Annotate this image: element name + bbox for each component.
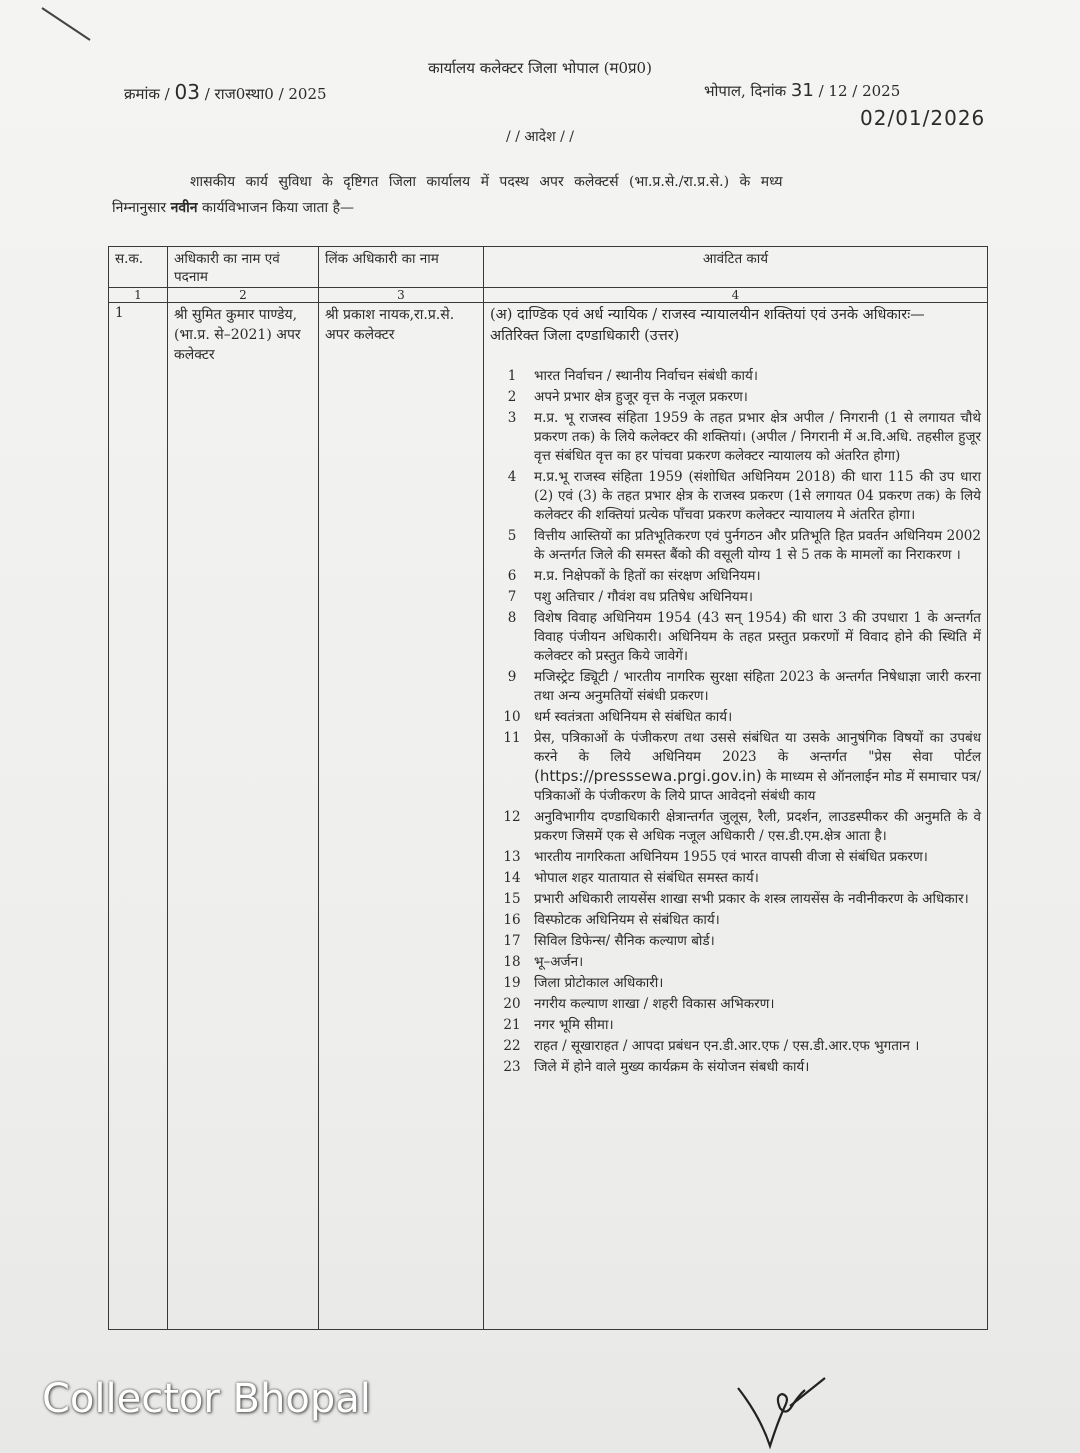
- item-number: 22: [503, 1038, 521, 1054]
- item-text: [534, 995, 981, 1014]
- ref-suffix: / राज0स्था0 / 2025: [204, 85, 327, 103]
- office-title: कार्यालय कलेक्टर जिला भोपाल (म0प्र0): [428, 59, 652, 77]
- item-text: [534, 890, 981, 909]
- item-text: [534, 953, 981, 972]
- item-number: 1: [507, 368, 517, 384]
- item-text: [534, 708, 981, 727]
- item-text: [534, 588, 981, 607]
- list-item: [490, 367, 981, 386]
- item-number: 8: [507, 610, 517, 626]
- item-number: 16: [503, 912, 521, 928]
- item-text: [534, 808, 981, 846]
- list-item: [490, 668, 981, 706]
- header-officer: अधिकारी का नाम एवं पदनाम: [168, 247, 319, 288]
- date-line: [704, 80, 900, 101]
- list-item: [490, 468, 981, 525]
- item-number: 20: [503, 996, 521, 1012]
- item-text-main: वित्तीय आस्तियों का प्रतिभूतिकरण एवं पुर्नगठन और प्रतिभूति हित प्रवर्तन अधिनियम 2002 के अन्तर्गत जिले की समस्त बैंको की वसूली योग्य 1 से 5 तक के मामलों का निराकरण ।: [534, 528, 981, 563]
- header-serial: स.क.: [109, 247, 168, 288]
- list-item: [490, 609, 981, 666]
- item-number: 21: [503, 1017, 521, 1033]
- item-text: [534, 609, 981, 666]
- item-text-main: म.प्र.भू राजस्व संहिता 1959 (संशोधित अधिनियम 2018) की धारा 115 की उप धारा (2) एवं (3) के तहत प्रभार क्षेत्र के राजस्व प्रकरण (1से लगायत 04 प्रकरण तक) के लिये कलेक्टर की शक्तियां प्रत्येक पाँचवा प्रकरण कलेक्टर न्यायालय मे अंतरित होगा।: [534, 469, 981, 523]
- list-item: [490, 708, 981, 727]
- item-text: [534, 527, 981, 565]
- item-text: [534, 848, 981, 867]
- item-number: 18: [503, 954, 521, 970]
- item-text: [534, 974, 981, 993]
- ref-number-handwritten: 03: [174, 80, 200, 104]
- intro-bold-word: नवीन: [170, 200, 198, 216]
- item-number: 3: [507, 410, 517, 426]
- list-item: [490, 974, 981, 993]
- item-text-main: प्रेस, पत्रिकाओं के पंजीकरण तथा उससे संबंधित या उसके आनुषंगिक विषयों का उपबंध करने के लिये अधिनियम 2023 के अन्तर्गत "प्रेस सेवा पोर्टल: [534, 730, 981, 765]
- item-text-main: म.प्र. भू राजस्व संहिता 1959 के तहत प्रभार क्षेत्र अपील / निगरानी (1 से लगायत चौथे प्रकरण तक) के लिये कलेक्टर की शक्तियां। (अपील / निगरानी में अ.वि.अधि. तहसील हुजूर वृत्त संबंधित वृत्त का हर पांचवा प्रकरण कलेक्टर न्यायालय को अंतरित होगा): [534, 410, 981, 464]
- item-number: 15: [503, 891, 521, 907]
- signature-mark: [730, 1376, 840, 1451]
- item-text: [534, 468, 981, 525]
- item-number: 7: [507, 589, 517, 605]
- date-label: भोपाल, दिनांक: [704, 82, 787, 100]
- item-number: 10: [503, 709, 521, 725]
- work-item-list: [490, 367, 981, 1077]
- date-printed: / 12 / 2025: [818, 82, 901, 100]
- item-text: [534, 1037, 981, 1056]
- intro-before: निम्नानुसार: [112, 200, 167, 216]
- item-number: 9: [507, 669, 517, 685]
- powers-subheading: अतिरिक्त जिला दण्डाधिकारी (उत्तर): [490, 328, 680, 344]
- order-heading: / / आदेश / /: [506, 129, 574, 145]
- item-text-main: विस्फोटक अधिनियम से संबंधित कार्य।: [534, 912, 720, 928]
- table-header-row: [109, 247, 988, 288]
- work-allocation-table: [108, 246, 988, 1330]
- item-text-main: भू–अर्जन।: [534, 954, 584, 970]
- item-text-main: प्रभारी अधिकारी लायसेंस शाखा सभी प्रकार के शस्त्र लायसेंस के नवीनीकरण के अधिकार।: [534, 891, 969, 907]
- item-number: 11: [503, 730, 521, 746]
- item-text-main: भारतीय नागरिकता अधिनियम 1955 एवं भारत वापसी वीजा से संबंधित प्रकरण।: [534, 849, 928, 865]
- item-text-main: विशेष विवाह अधिनियम 1954 (43 सन् 1954) की धारा 3 की उपधारा 1 के अन्तर्गत विवाह पंजीयन अधिकारी। अधिनियम के तहत प्रस्तुत प्रकरणों में विवाद होने की स्थिति में कलेक्टर को प्रस्तुत किये जावेगें।: [534, 610, 981, 664]
- item-text: [534, 367, 981, 386]
- item-number: 2: [507, 389, 517, 405]
- item-text-main: अनुविभागीय दण्डाधिकारी क्षेत्रान्तर्गत जुलूस, रैली, प्रदर्शन, लाउडस्पीकर की अनुमति के वे प्रकरण जिसमें एक से अधिक नजूल अधिकारी / एस.डी.एम.क्षेत्र आता है।: [534, 809, 981, 844]
- header-allocated-work: आवंटित कार्य: [484, 247, 988, 288]
- item-number: 5: [507, 528, 517, 544]
- row-link-officer: श्री प्रकाश नायक,रा.प्र.से. अपर कलेक्टर: [319, 303, 484, 1330]
- powers-heading: (अ) दाण्डिक एवं अर्ध न्यायिक / राजस्व न्यायालयीन शक्तियां एवं उनके अधिकारः—: [490, 307, 925, 323]
- watermark: Collector Bhopal: [42, 1376, 371, 1422]
- item-text: [534, 567, 981, 586]
- list-item: [490, 869, 981, 888]
- ref-prefix: क्रमांक /: [124, 85, 170, 103]
- list-item: [490, 1016, 981, 1035]
- intro-line-2: [112, 198, 354, 217]
- item-text: [534, 1058, 981, 1077]
- item-text-main: धर्म स्वतंत्रता अधिनियम से संबंधित कार्य।: [534, 709, 733, 725]
- item-text-main: सिविल डिफेन्स/ सैनिक कल्याण बोर्ड।: [534, 933, 715, 949]
- list-item: [490, 1058, 981, 1077]
- item-number: 6: [507, 568, 517, 584]
- item-text: [534, 1016, 981, 1035]
- item-text: [534, 668, 981, 706]
- item-text-main: भारत निर्वाचन / स्थानीय निर्वाचन संबंधी कार्य।: [534, 368, 758, 384]
- date-day-handwritten: 31: [790, 80, 814, 101]
- header-link-officer: लिंक अधिकारी का नाम: [319, 247, 484, 288]
- list-item: [490, 1037, 981, 1056]
- list-item: [490, 808, 981, 846]
- row-allocated-work: [484, 303, 988, 1330]
- item-text-main: म.प्र. निक्षेपकों के हितों का संरक्षण अधिनियम।: [534, 568, 761, 584]
- item-number: 17: [503, 933, 521, 949]
- list-item: [490, 932, 981, 951]
- list-item: [490, 729, 981, 806]
- item-text-main: नगरीय कल्याण शाखा / शहरी विकास अभिकरण।: [534, 996, 775, 1012]
- item-text: [534, 729, 981, 806]
- list-item: [490, 409, 981, 466]
- item-number: 13: [503, 849, 521, 865]
- list-item: [490, 848, 981, 867]
- intro-line-1: शासकीय कार्य सुविधा के दृष्टिगत जिला कार्यालय में पदस्थ अपर कलेक्टर्स (भा.प्र.से./रा.प्र.से.) के मध्य: [190, 174, 783, 190]
- item-text-main: जिले में होने वाले मुख्य कार्यक्रम के संयोजन संबधी कार्य।: [534, 1059, 810, 1075]
- item-text: [534, 409, 981, 466]
- item-text-main: अपने प्रभार क्षेत्र हुजूर वृत्त के नजूल प्रकरण।: [534, 389, 748, 405]
- list-item: [490, 995, 981, 1014]
- row-serial: 1: [109, 303, 168, 1330]
- portal-link[interactable]: (https://presssewa.prgi.gov.in): [534, 767, 762, 785]
- list-item: [490, 911, 981, 930]
- item-text: [534, 869, 981, 888]
- reference-number: [124, 80, 327, 104]
- item-text-main: नगर भूमि सीमा।: [534, 1017, 614, 1033]
- list-item: [490, 588, 981, 607]
- item-text-main: मजिस्ट्रेट ड्यिूटी / भारतीय नागरिक सुरक्षा संहिता 2023 के अन्तर्गत निषेधाज्ञा जारी करना तथा अन्य अनुमतियों संबंधी प्रकरण।: [534, 669, 981, 704]
- item-number: 19: [503, 975, 521, 991]
- col-number: 4: [484, 288, 988, 303]
- item-text-main: जिला प्रोटोकाल अधिकारी।: [534, 975, 664, 991]
- item-text-continued: के माध्यम से ऑनलाईन मोड में समाचार पत्र/ पत्रिकाओं के पंजीकरण के लिये प्राप्त आवेदनो संबंधी काय: [534, 769, 981, 804]
- item-number: 23: [503, 1059, 521, 1075]
- col-number: 3: [319, 288, 484, 303]
- item-number: 12: [503, 809, 521, 825]
- column-number-row: [109, 288, 988, 303]
- col-number: 1: [109, 288, 168, 303]
- list-item: [490, 953, 981, 972]
- item-text-main: भोपाल शहर यातायात से संबंधित समस्त कार्य।: [534, 870, 759, 886]
- item-text-main: पशु अतिचार / गौवंश वध प्रतिषेध अधिनियम।: [534, 589, 753, 605]
- list-item: [490, 890, 981, 909]
- row-officer: श्री सुमित कुमार पाण्डेय, (भा.प्र. से–2021) अपर कलेक्टर: [168, 303, 319, 1330]
- list-item: [490, 567, 981, 586]
- item-text-main: राहत / सूखाराहत / आपदा प्रबंधन एन.डी.आर.एफ / एस.डी.आर.एफ भुगतान ।: [534, 1038, 920, 1054]
- list-item: [490, 388, 981, 407]
- item-text: [534, 932, 981, 951]
- intro-after: कार्यविभाजन किया जाता है—: [201, 200, 355, 216]
- list-item: [490, 527, 981, 565]
- table-row: [109, 303, 988, 1330]
- item-number: 4: [507, 469, 517, 485]
- item-number: 14: [503, 870, 521, 886]
- item-text: [534, 388, 981, 407]
- date-handwritten: 02/01/2026: [860, 106, 986, 130]
- item-text: [534, 911, 981, 930]
- col-number: 2: [168, 288, 319, 303]
- pen-stroke-mark: [40, 6, 100, 46]
